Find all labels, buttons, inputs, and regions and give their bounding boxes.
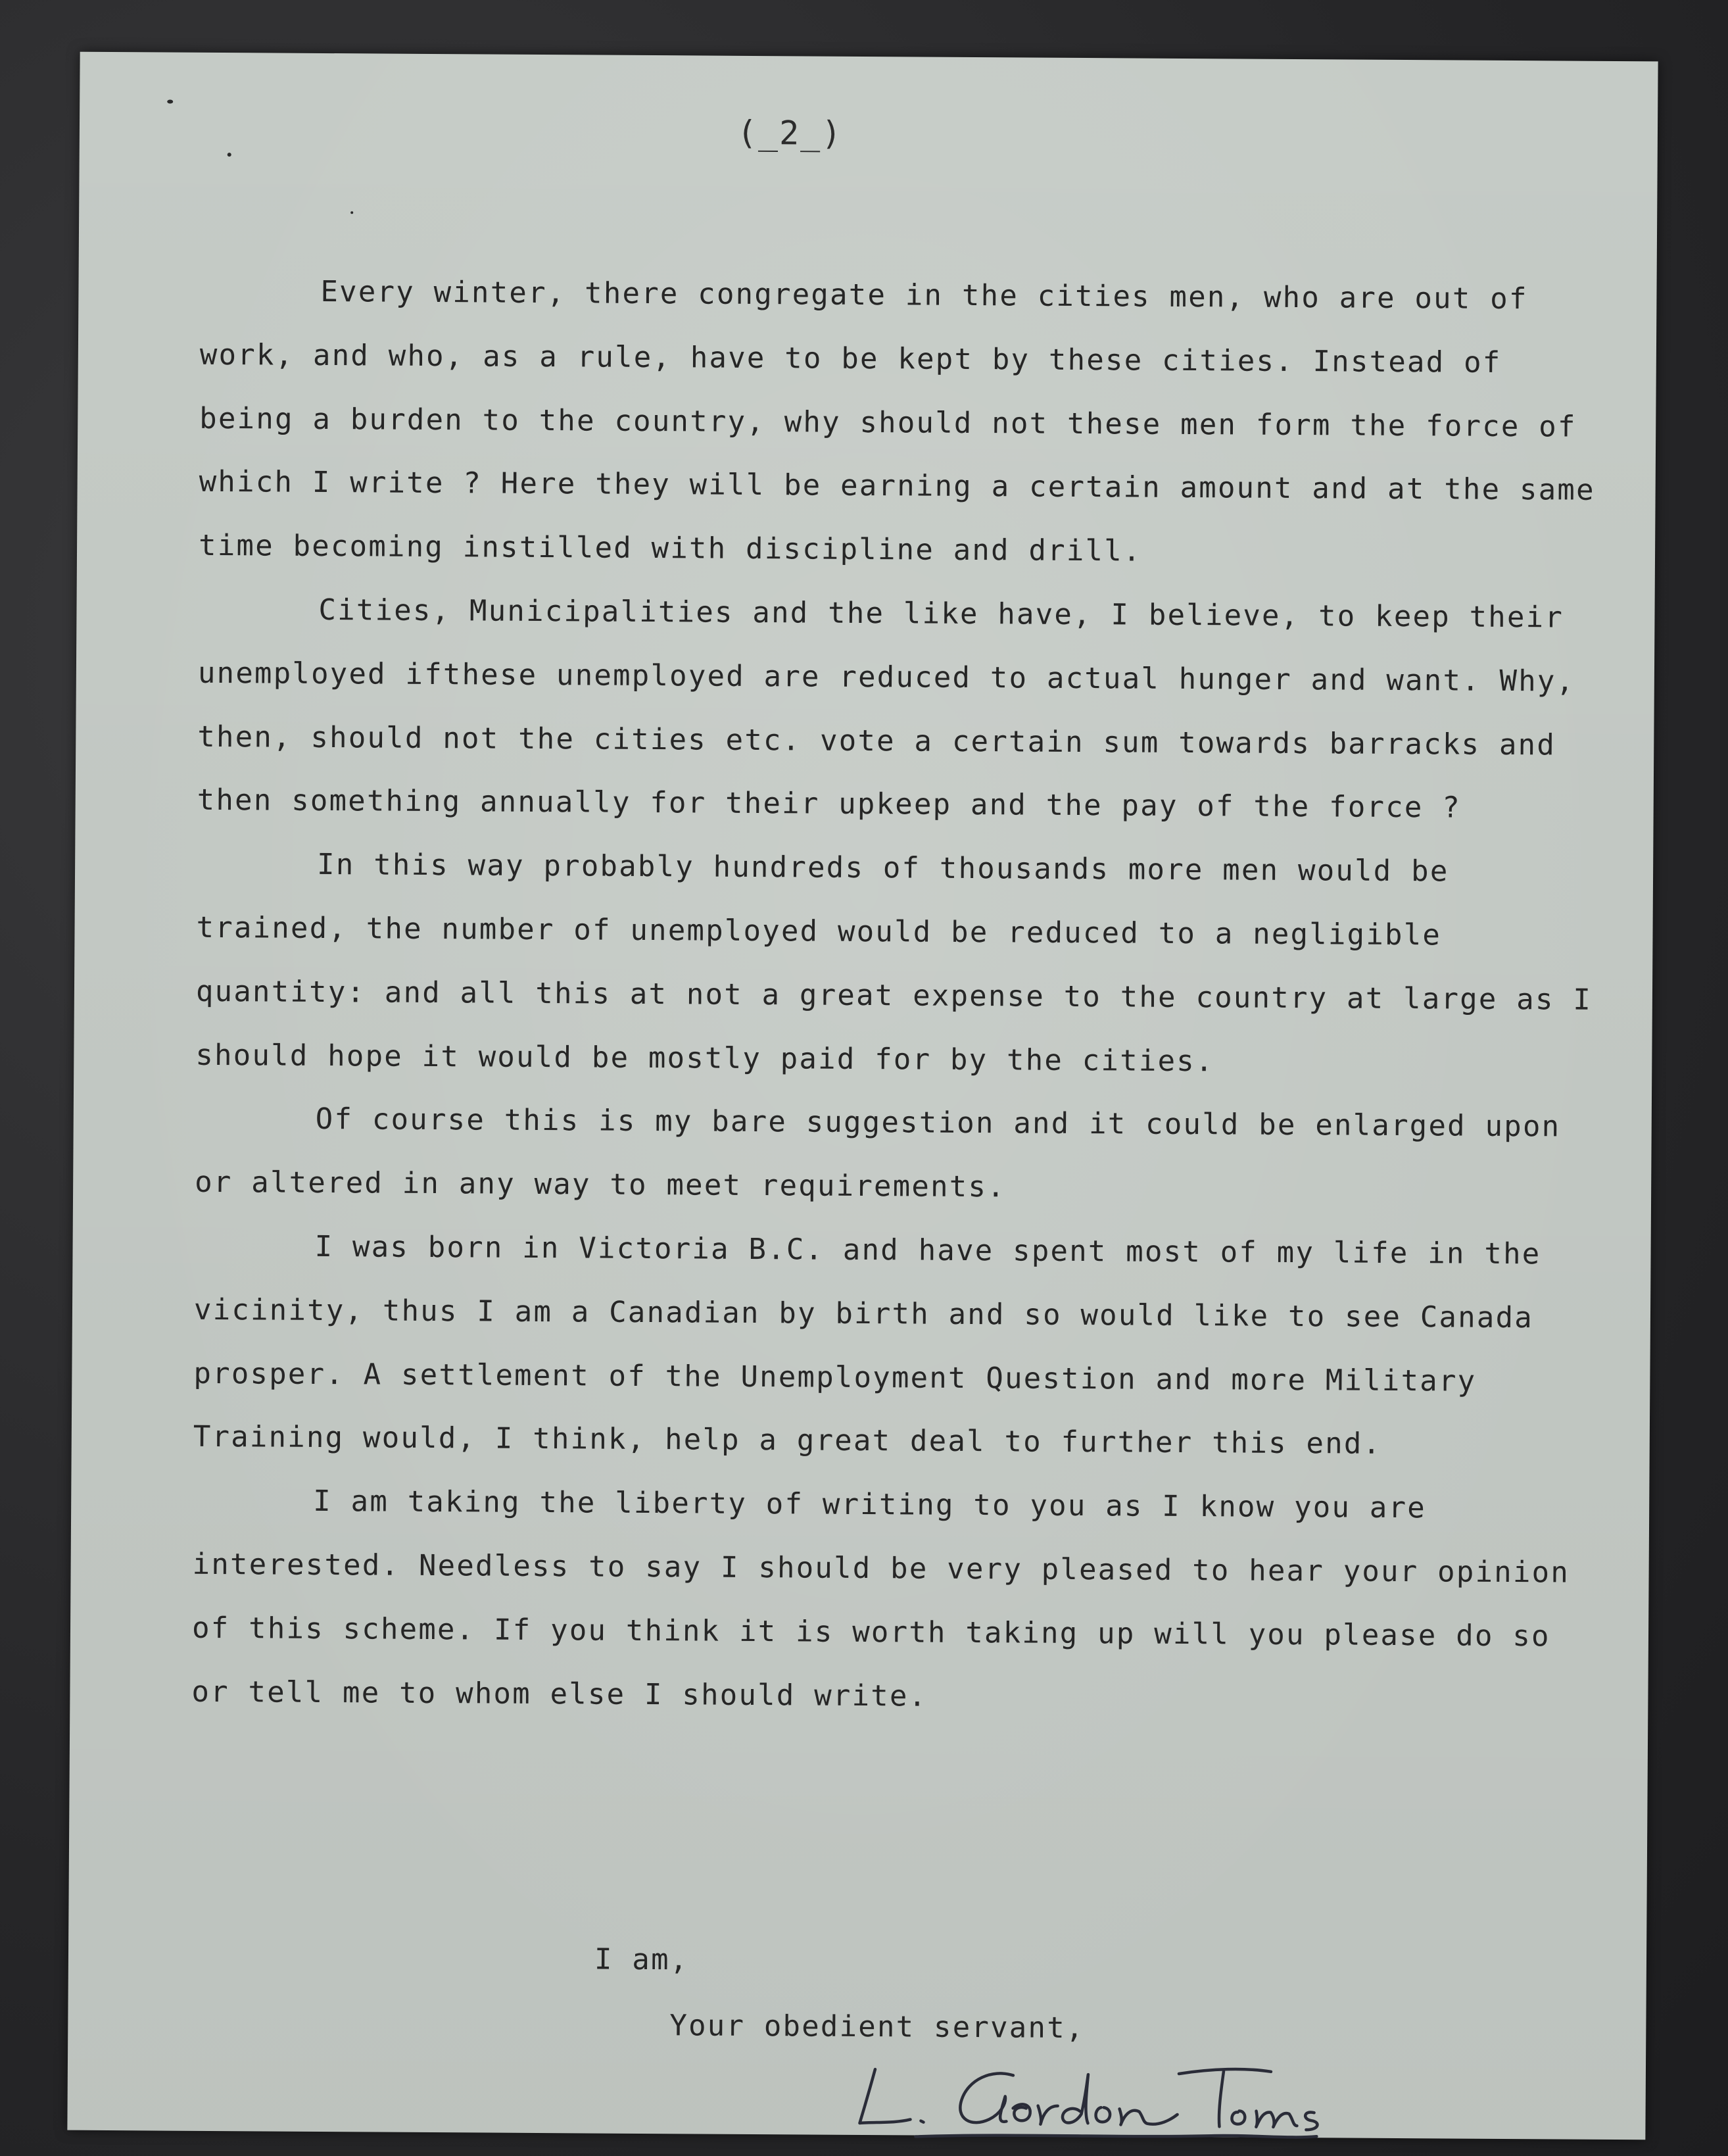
letter-body (191, 260, 1601, 1732)
page-number: (_2_) (736, 113, 843, 153)
paragraph: Every winter, there congregate in the cities men, who are out of work, and who, as a rule, have to be kept by these cities. Instead of being a burden to the country, why should not these men form the force of which I write ? Here they will be earning a certain amount and at the same time becoming instilled with discipline and drill. (198, 274, 1595, 568)
handwritten-signature (843, 2049, 1343, 2151)
letter-page (67, 52, 1658, 2140)
ink-speck (228, 153, 231, 157)
closing-line: I am, (594, 1942, 689, 1977)
paragraph: In this way probably hundreds of thousands more men would be trained, the number of unemployed would be reduced to a negligible quantity: and all this at not a great expense to the country at large as I should hope it would be mostly paid for by the cities. (195, 848, 1593, 1078)
paragraph: I was born in Victoria B.C. and have spent most of my life in the vicinity, thus I am a Canadian by birth and so would like to see Canada prosper. A settlement of the Unemployment Question and more Military Training would, I think, help a great deal to further this end. (193, 1229, 1541, 1461)
valediction: Your obedient servant, (669, 2009, 1085, 2046)
ink-speck (350, 211, 353, 214)
paragraph: Cities, Municipalities and the like have, I believe, to keep their unemployed ifthese unemployed are reduced to actual hunger and want. Why, then, should not the cities etc. vote a certain sum towards barracks and then something annually for their upkeep and the pay of the force ? (197, 593, 1575, 825)
ink-speck (167, 100, 173, 104)
paragraph: Of course this is my bare suggestion and it could be enlarged upon or altered in any way to meet requirements. (195, 1102, 1561, 1204)
paragraph: I am taking the liberty of writing to you as I know you are interested. Needless to say I should be very pleased to hear your opinion of this scheme. If you think it is worth taking up will you please do so or tell me to whom else I should write. (191, 1484, 1570, 1713)
